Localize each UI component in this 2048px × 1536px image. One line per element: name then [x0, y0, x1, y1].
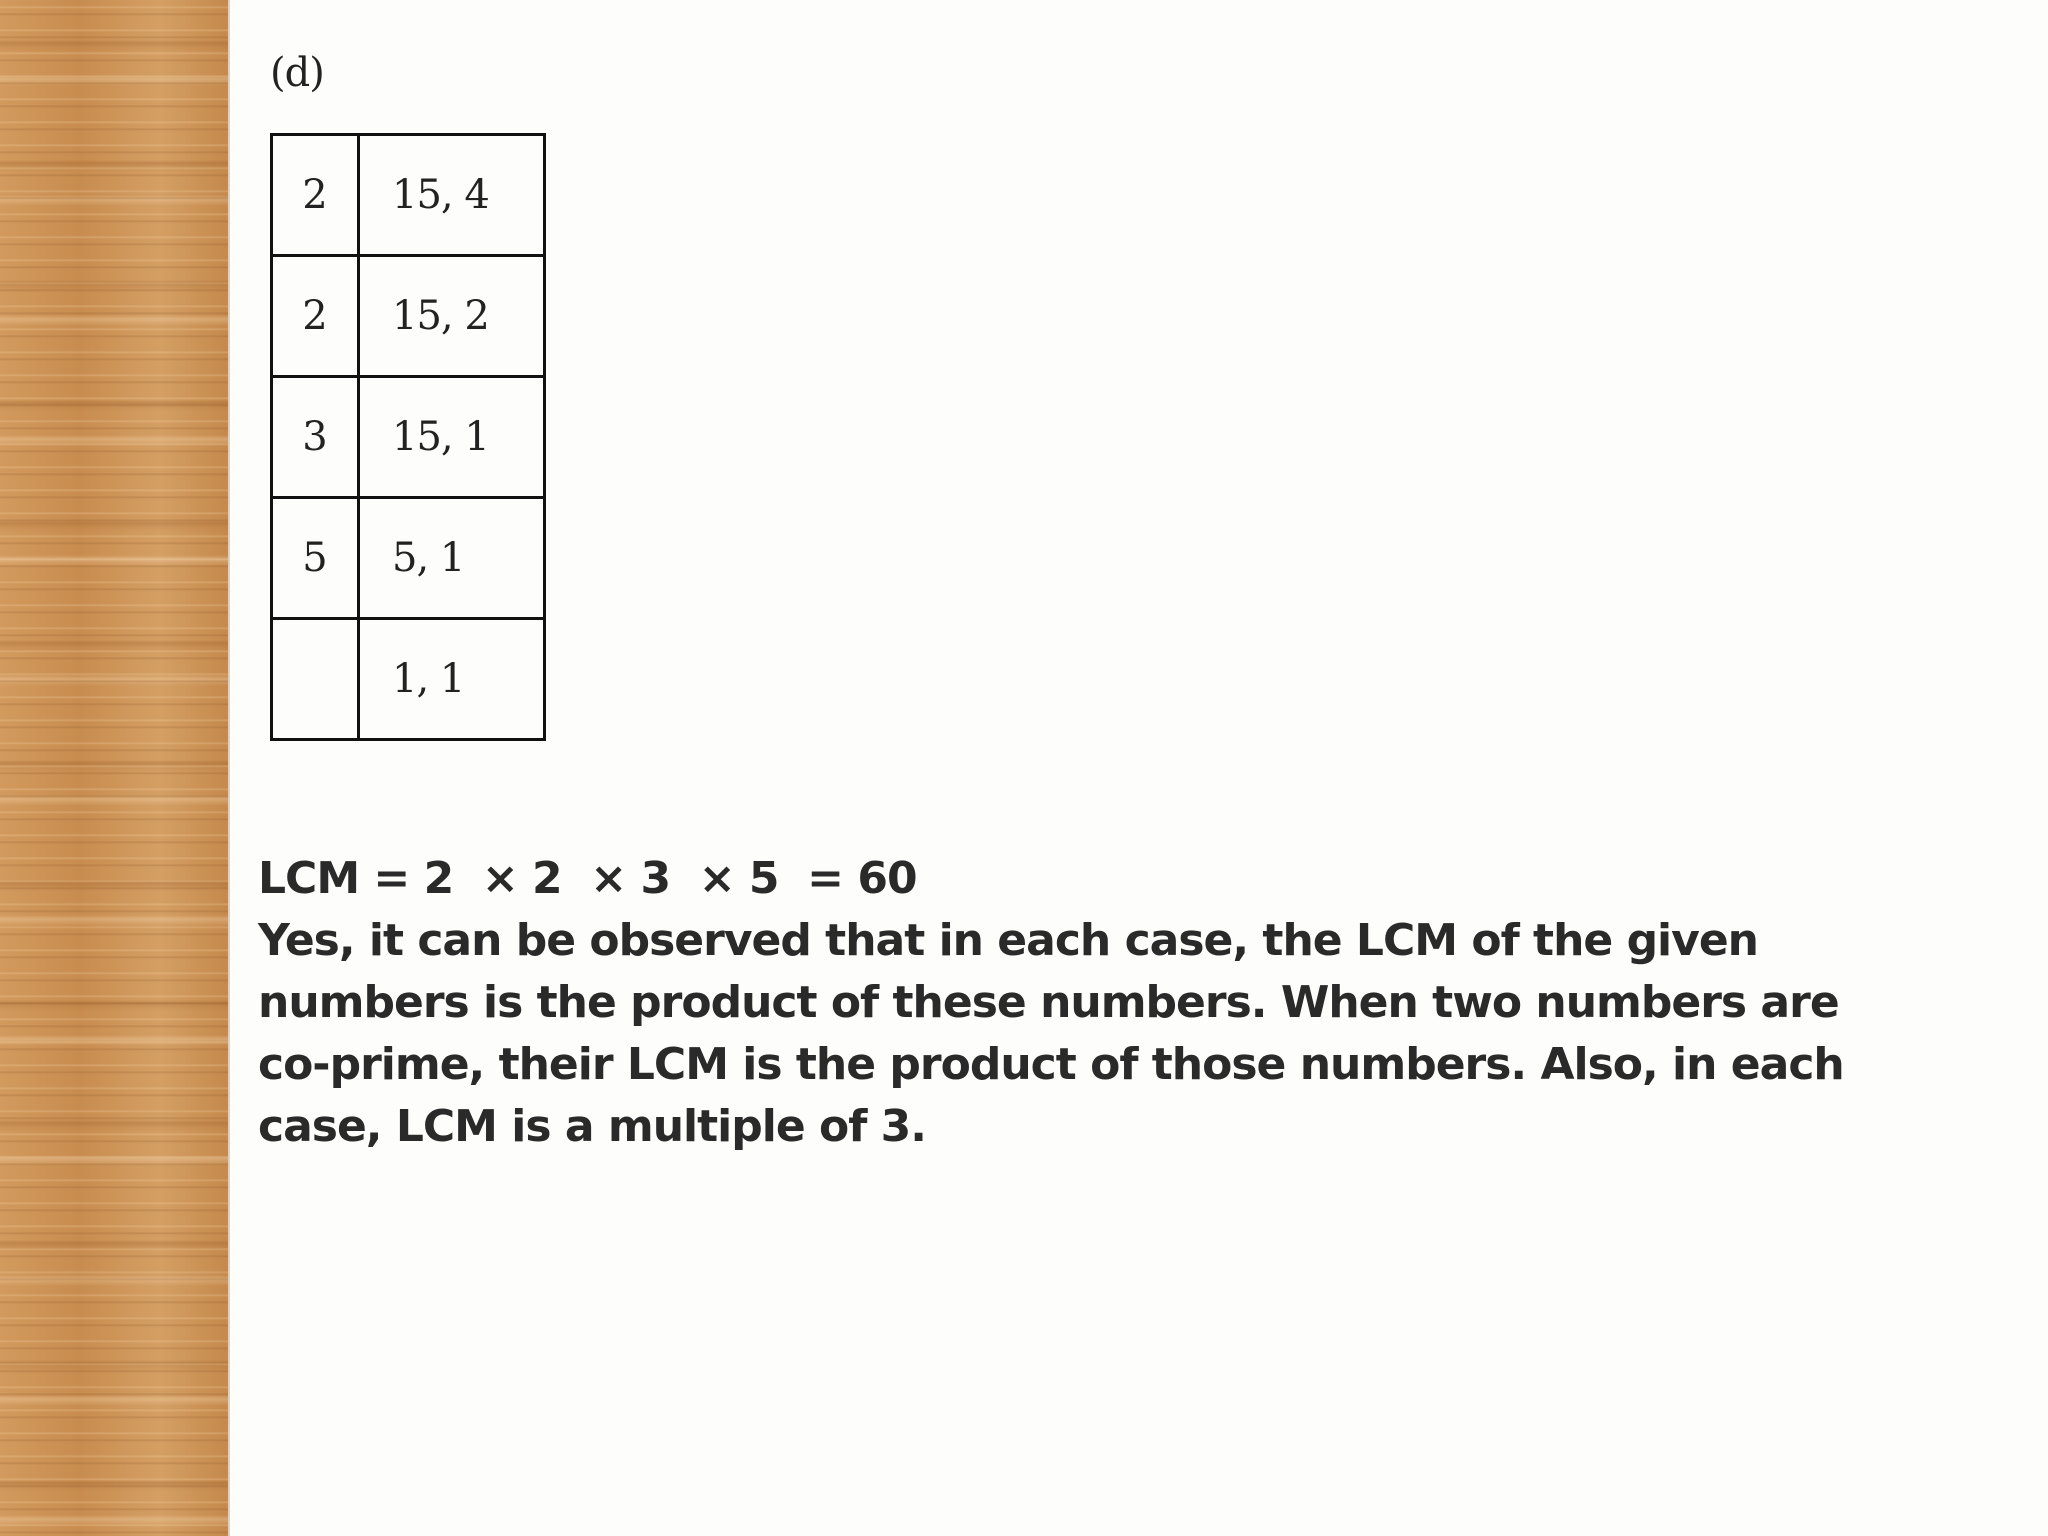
table-row	[272, 498, 545, 619]
divisor-cell: 3	[272, 377, 359, 498]
dividend-cell: 5, 1	[359, 498, 545, 619]
dividend-cell: 15, 1	[359, 377, 545, 498]
divisor-cell: 5	[272, 498, 359, 619]
lcm-result: LCM = 2 × 2 × 3 × 5 = 60	[258, 853, 917, 904]
divisor-cell: 2	[272, 256, 359, 377]
divisor-cell	[272, 619, 359, 740]
dividend-cell: 15, 2	[359, 256, 545, 377]
explanation-text: Yes, it can be observed that in each case, the LCM of the given numbers is the product of these numbers. When two numbers are co-prime, their LCM is the product of those numbers. Also, in each case, LCM is a multiple of 3.	[258, 915, 1844, 1152]
table-row	[272, 135, 545, 256]
table-row	[272, 256, 545, 377]
answer-block	[258, 848, 1898, 1158]
table-row	[272, 619, 545, 740]
wood-texture-strip	[0, 0, 228, 1536]
dividend-cell: 15, 4	[359, 135, 545, 256]
table-row	[272, 377, 545, 498]
division-table	[270, 133, 546, 741]
dividend-cell: 1, 1	[359, 619, 545, 740]
divisor-cell: 2	[272, 135, 359, 256]
part-label: (d)	[270, 50, 324, 96]
wood-strip-edge	[228, 0, 230, 1536]
